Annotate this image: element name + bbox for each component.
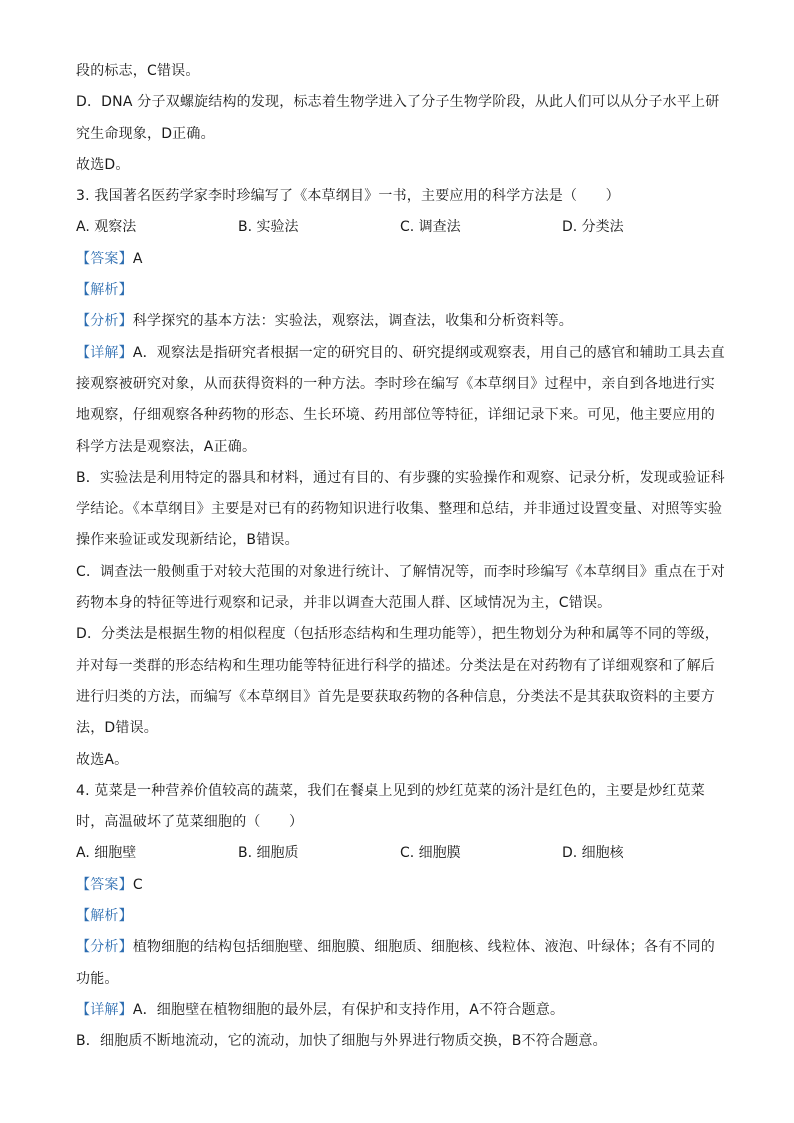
option-c: C. 调查法 bbox=[400, 219, 461, 236]
option-d: D. 分类法 bbox=[562, 219, 624, 236]
options-row-q3 bbox=[76, 212, 716, 243]
text-line: 地观察，仔细观察各种药物的形态、生长环境、药用部位等特征，详细记录下来。可见，他主要应用的 bbox=[76, 407, 715, 424]
answer-line bbox=[76, 870, 716, 901]
text-line: 进行归类的方法，而编写《本草纲目》首先是要获取药物的各种信息，分类法不是其获取资料的主要方 bbox=[76, 688, 715, 705]
question-line: 3. 我国著名医药学家李时珍编写了《本草纲目》一书，主要应用的科学方法是（ ） bbox=[76, 188, 620, 205]
text-line: 究生命现象，D正确。 bbox=[76, 125, 215, 142]
section-tag: 【详解】 bbox=[76, 344, 133, 361]
text-line: 并对每一类群的形态结构和生理功能等特征进行科学的描述。分类法是在对药物有了详细观察和了解后 bbox=[76, 657, 715, 674]
document-page bbox=[76, 56, 725, 1058]
text-line bbox=[76, 306, 716, 337]
text-line bbox=[76, 995, 716, 1026]
option-b: B. 细胞质 bbox=[238, 845, 299, 862]
question-line: 时，高温破坏了苋菜细胞的（ ） bbox=[76, 814, 304, 831]
option-a: A. 细胞壁 bbox=[76, 845, 137, 862]
option-a: A. 观察法 bbox=[76, 219, 137, 236]
text-line bbox=[76, 932, 716, 963]
text-line: 功能。 bbox=[76, 970, 119, 987]
answer-line bbox=[76, 244, 716, 275]
section-tag: 【答案】 bbox=[76, 250, 133, 267]
text-line: B．细胞质不断地流动，它的流动，加快了细胞与外界进行物质交换，B不符合题意。 bbox=[76, 1033, 607, 1050]
line-text: A．细胞壁在植物细胞的最外层，有保护和支持作用，A不符合题意。 bbox=[132, 1001, 565, 1018]
line-text: A bbox=[132, 250, 143, 267]
option-d: D. 细胞核 bbox=[562, 845, 624, 862]
line-text: 植物细胞的结构包括细胞壁、细胞膜、细胞质、细胞核、线粒体、液泡、叶绿体；各有不同的 bbox=[132, 939, 716, 956]
analysis-header bbox=[76, 901, 716, 932]
line-text: A．观察法是指研究者根据一定的研究目的、研究提纲或观察表，用自己的感官和辅助工具去直 bbox=[132, 344, 725, 361]
option-b: B. 实验法 bbox=[238, 219, 299, 236]
text-line: 段的标志，C错误。 bbox=[76, 63, 200, 79]
text-line: D．分类法是根据生物的相似程度（包括形态结构和生理功能等），把生物划分为种和属等不同的等级， bbox=[76, 626, 719, 643]
text-line: 故选D。 bbox=[76, 156, 130, 173]
options-row-q4 bbox=[76, 838, 716, 869]
text-line: 法，D错误。 bbox=[76, 720, 158, 737]
section-tag: 【分析】 bbox=[76, 313, 133, 330]
text-line: 药物本身的特征等进行观察和记录，并非以调查大范围人群、区域情况为主，C错误。 bbox=[76, 595, 612, 612]
text-line bbox=[76, 338, 725, 369]
section-tag: 【解析】 bbox=[76, 908, 133, 925]
analysis-header bbox=[76, 275, 716, 306]
question-line: 4. 苋菜是一种营养价值较高的蔬菜，我们在餐桌上见到的炒红苋菜的汤汁是红色的，主要是炒红苋菜 bbox=[76, 782, 706, 799]
line-text: 科学探究的基本方法：实验法，观察法，调查法，收集和分析资料等。 bbox=[132, 313, 574, 330]
text-line: 操作来验证或发现新结论，B错误。 bbox=[76, 532, 299, 549]
option-c: C. 细胞膜 bbox=[400, 845, 461, 862]
text-line: 科学方法是观察法，A正确。 bbox=[76, 438, 257, 455]
section-tag: 【详解】 bbox=[76, 1001, 133, 1018]
text-line: D．DNA 分子双螺旋结构的发现，标志着生物学进入了分子生物学阶段，从此人们可以从分子水平上研 bbox=[76, 94, 720, 111]
text-line: C．调查法一般侧重于对较大范围的对象进行统计、了解情况等，而李时珍编写《本草纲目》重点在于对 bbox=[76, 563, 725, 580]
line-text: C bbox=[132, 876, 143, 893]
section-tag: 【答案】 bbox=[76, 876, 133, 893]
section-tag: 【解析】 bbox=[76, 282, 133, 299]
text-line: 接观察被研究对象，从而获得资料的一种方法。李时珍在编写《本草纲目》过程中，亲自到各地进行实 bbox=[76, 375, 715, 392]
text-line: 学结论。《本草纲目》主要是对已有的药物知识进行收集、整理和总结，并非通过设置变量、对照等实验 bbox=[76, 501, 723, 518]
text-line: 故选A。 bbox=[76, 751, 129, 768]
text-line: B．实验法是利用特定的器具和材料，通过有目的、有步骤的实验操作和观察、记录分析，发现或验证科 bbox=[76, 469, 725, 486]
section-tag: 【分析】 bbox=[76, 939, 133, 956]
